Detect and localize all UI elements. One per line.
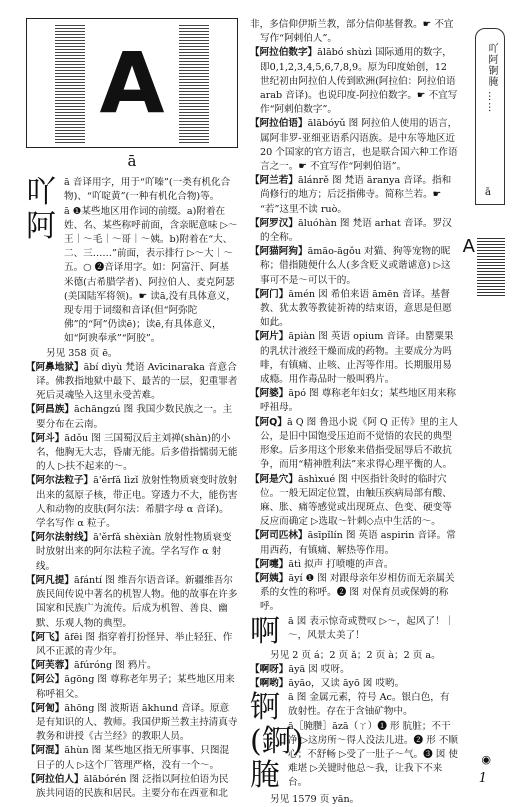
entry-headword: 【阿拉伯数字】	[250, 47, 318, 59]
dictionary-entry	[26, 474, 238, 531]
cross-reference: 另见 1579 页 yān。	[270, 794, 360, 806]
dictionary-entry	[250, 416, 459, 473]
entry-definition: āmāo-āgǒu 对猫、狗等宠物的昵称；借指随便什么人(多含贬义或谐谑意) ▷这事可不是～可以干的。	[260, 246, 451, 286]
left-column	[26, 18, 238, 801]
entry-definition: ā'ěrfǎ lìzǐ 放射性物质衰变时放射出来的氦原子核，带正电。穿透力不大，能伤害人和动物的皮肤(阿尔法：希腊字母 α 音译)。学名写作 α 粒子。	[36, 475, 238, 530]
entry-headword: 【阿鼻地狱】	[26, 361, 84, 373]
side-letter: A	[462, 236, 475, 257]
headword-definition: ā 图 金属元素，符号 Ac。银白色，有放射性。存在于含铀矿物中。 ā［腌臜］āzā（ㄚ）❶ 形 肮脏；不干净 ▷这房所～得人没法儿进。❷ 形 不顺心；不舒畅 ▷受了一肚子～气。❸ 図 使难堪 ▷关键时他总～我，让我下不来台。	[288, 692, 459, 789]
dictionary-entry	[250, 663, 459, 677]
entry-definition: āfántí 图 维吾尔语音译。新疆维吾尔族民间传说中著名的机智人物。他的故事在许多国家和民族广为流传。后成为机智、善良、幽默、乐观人物的典型。	[36, 574, 238, 629]
entry-definition: āchāngzú 图 我国少数民族之一。主要分布在云南。	[36, 404, 233, 430]
headword-chars: 锕(錒) 腌	[250, 690, 304, 794]
dictionary-entry	[250, 217, 459, 245]
entry-headword: 【阿猫阿狗】	[250, 246, 308, 258]
headword-definition: ā 音译用字，用于“吖嗪”(一类有机化合物)、“吖啶黄”(一种有机化合物)等。 ā ❶某些地区用作词的前缀。a)附着在姓、名、某些称呼前面，含亲昵意味 ▷～王｜～毛｜～哥｜～姨。b)附着在“大、二、三……”前面，表示排行 ▷～大｜～五。○ ❷音译用字。如：阿富汗、阿基米德(古希腊学者)、阿拉伯人、麦克阿瑟(美国陆军将领)。☛ 读ā,没有具体意义，现专用于词缀和音译(但“阿弥陀佛”的“阿”仍读ē)；读ē,有具体意义，如“阿谀奉承”“阿胶”。	[64, 177, 238, 345]
right-column	[250, 18, 459, 807]
entry-headword: 【阿訇】	[26, 702, 65, 714]
dictionary-entry	[26, 531, 238, 574]
entry-definition: ālābórén 图 泛指以阿拉伯语为民族共同语的民族和居民。主要分布在西亚和北	[36, 773, 229, 799]
entry-definition: āpiàn 图 英语 opium 音译。由罂粟果的乳状汁液经干燥而成的药物。主要成分为吗啡，有镇痛、止咳、止泻等作用。长期服用易成瘾。用作毒品时一般叫鸦片。	[260, 331, 454, 386]
entry-headword: 【阿司匹林】	[250, 530, 308, 542]
entry-headword: 【阿混】	[26, 745, 65, 757]
entry-headword: 【阿凡提】	[26, 574, 74, 586]
dictionary-entry	[26, 403, 238, 431]
entry-definition: āhōng 图 波斯语 ākhund 音译。原意是有知识的人、教师。我国伊斯兰教主持清真寺教务和讲授《古兰经》的教职人员。	[36, 702, 238, 743]
headword-chars: 啊	[250, 613, 280, 649]
dictionary-entry	[26, 673, 238, 701]
entry-definition: āsīpǐlín 图 英语 aspirin 音译。常用西药，有镇痛、解热等作用。	[260, 530, 456, 556]
cross-reference: 另见 358 页 ē。	[46, 347, 118, 359]
dictionary-entry	[250, 558, 459, 572]
dictionary-entry	[250, 288, 459, 331]
entry-definition: ābí dìyù 梵语 Avīcinaraka 音意合译。佛教指地狱中最下、最苦的一层，犯重罪者死后灵魂坠入这里永受苦难。	[36, 361, 238, 402]
right-entries	[250, 18, 459, 807]
entry-definition: āfēi 图 指穿着打扮怪异、举止轻狂、作风不正派的青少年。	[36, 631, 233, 657]
dictionary-entry	[26, 361, 238, 404]
dictionary-entry	[26, 744, 238, 772]
headword-definition: ā 図 表示惊奇或赞叹 ▷～，起风了！｜～，风景太美了！	[288, 615, 455, 641]
section-letter: A	[99, 34, 165, 132]
entry-headword: 【阿尔法射线】	[26, 532, 94, 544]
left-entries	[26, 176, 238, 801]
entry-headword: 【阿芙蓉】	[26, 660, 74, 672]
page-number: 1	[478, 771, 487, 786]
dictionary-entry	[26, 432, 238, 475]
dictionary-entry	[26, 659, 238, 673]
entry-definition: āyā 図 哎呀。	[288, 663, 350, 675]
headword-block	[26, 176, 238, 346]
entry-definition: ā Q 图 鲁迅小说《阿 Q 正传》里的主人公，是旧中国饱受压迫而不觉悟的农民的典型形象。后多用这个形象来借指受屈辱后不敢抗争，而用“精神胜利法”来求得心理平衡的人。	[260, 416, 458, 471]
thumb-index-text: 吖阿锕腌 ……	[486, 43, 497, 114]
headword-block	[250, 691, 459, 793]
dictionary-entry	[250, 117, 459, 174]
entry-headword: 【阿斗】	[26, 432, 65, 444]
entry-headword: 【阿兰若】	[250, 175, 298, 187]
entry-headword: 【阿婆】	[250, 388, 289, 400]
decor-stripes-right	[179, 23, 209, 143]
dictionary-entry	[250, 473, 459, 530]
entry-definition: āpó 图 尊称老年妇女；某些地区用来称呼祖母。	[260, 388, 457, 414]
dictionary-entry	[250, 330, 459, 387]
entry-headword: 【啊呀】	[250, 663, 289, 675]
dictionary-entry	[250, 677, 459, 691]
entry-definition: āluóhàn 图 梵语 arhat 音译。罗汉的全称。	[260, 217, 452, 244]
entry-headword: 【阿Q】	[250, 416, 287, 428]
entry-headword: 【啊哟】	[250, 677, 289, 689]
dictionary-entry	[250, 572, 459, 615]
dictionary-entry	[250, 387, 459, 415]
entry-definition: ālánrě 图 梵语 āranya 音译。指和尚修行的地方；后泛指佛寺。简称兰若。☛ “若”这里不读 ruò。	[260, 175, 452, 215]
entry-headword: 【阿姨】	[250, 572, 289, 584]
thumb-index-pinyin: ā	[485, 187, 491, 198]
dictionary-entry	[26, 702, 238, 745]
entry-headword: 【阿公】	[26, 674, 65, 686]
dictionary-entry	[250, 245, 459, 288]
headword-chars: 吖 阿	[26, 175, 56, 245]
thumb-index-tab[interactable]	[475, 28, 505, 205]
entry-headword: 【阿尔法粒子】	[26, 475, 94, 487]
entry-definition: ālābó shùzì 国际通用的数字，即0,1,2,3,4,5,6,7,8,9。原为印度始创，12 世纪初由阿拉伯人传到欧洲(阿拉伯：阿拉伯语 arab 音译)。也说印度-阿拉伯数字。☛ 不宜写作“阿剌伯数字”。	[260, 47, 458, 116]
cross-reference: 另见 2 页 á；2 页 ǎ；2 页 à；2 页 a。	[270, 649, 441, 661]
entry-headword: 【阿拉伯语】	[250, 118, 308, 130]
entry-definition: ā'ěrfǎ shèxiàn 放射性物质衰变时放射出来的阿尔法粒子流。学名写作 α 射线。	[36, 532, 232, 572]
entry-headword: 【阿昌族】	[26, 404, 74, 416]
entry-headword: 【阿拉伯人】	[26, 773, 84, 785]
entry-definition: āgōng 图 尊称老年男子；某些地区用来称呼祖父。	[36, 674, 235, 700]
side-letter-stripes	[477, 236, 505, 296]
section-pinyin: ā	[127, 152, 137, 170]
entry-definition: ālābóyǔ 图 阿拉伯人使用的语言，属阿非罗-亚细亚语系闪语族。是中东等地区近 20 个国家的官方语言，也是联合国六种工作语言之一。☛ 不宜写作“阿剌伯语”。	[260, 118, 458, 173]
entry-headword: 【阿嚏】	[250, 558, 289, 570]
headword-block	[250, 615, 459, 649]
dictionary-entry	[250, 174, 459, 217]
entry-definition: āmén 図 希伯来语 āmēn 音译。基督教、犹太教等教徒祈祷的结束语，意思是但愿如此。	[260, 288, 452, 329]
dictionary-entry	[26, 773, 238, 801]
entry-headword: 【阿是穴】	[250, 473, 298, 485]
entry-definition: āshìxué 图 中医指针灸时的临时穴位。一般无固定位置，由触压疾病局部有酸、麻、胀、痛等感觉或出现斑点、色变、硬变等反应而确定 ▷选取～针刺◇点中生活的～。	[260, 473, 452, 528]
entry-headword: 【阿门】	[250, 288, 289, 300]
entry-headword: 【阿飞】	[26, 631, 65, 643]
entry-definition: āfúróng 图 鸦片。	[73, 660, 157, 672]
entry-headword: 【阿罗汉】	[250, 217, 298, 229]
entry-definition: āyāo，又读 āyō 図 哎哟。	[288, 677, 405, 689]
entry-definition: āhùn 图 某些地区指无所事事、只图混日子的人 ▷这个厂管理严格，没有一个～。	[36, 745, 230, 771]
dictionary-entry	[250, 46, 459, 117]
entry-headword: 【阿片】	[250, 331, 289, 343]
dictionary-entry	[26, 574, 238, 631]
page-marker-icon: ◉	[481, 753, 491, 766]
entry-definition: āyí ❶ 图 对跟母亲年岁相仿而无亲属关系的女性的称呼。❷ 图 对保育员或保姆的称呼。	[260, 572, 455, 613]
entry-definition: ātì 拟声 打喷嚏的声音。	[288, 558, 394, 570]
dictionary-entry	[26, 631, 238, 659]
decor-stripes-left	[55, 23, 85, 143]
entry-definition: ādǒu 图 三国蜀汉后主刘禅(shàn)的小名，他胸无大志，昏庸无能。后多借指懦弱无能的人 ▷扶不起来的～。	[36, 432, 238, 473]
continued-text: 非，多信仰伊斯兰教，部分信仰基督教。☛ 不宜写作“阿剌伯人”。	[250, 19, 454, 45]
letter-heading-box	[26, 18, 238, 148]
dictionary-entry	[250, 529, 459, 557]
